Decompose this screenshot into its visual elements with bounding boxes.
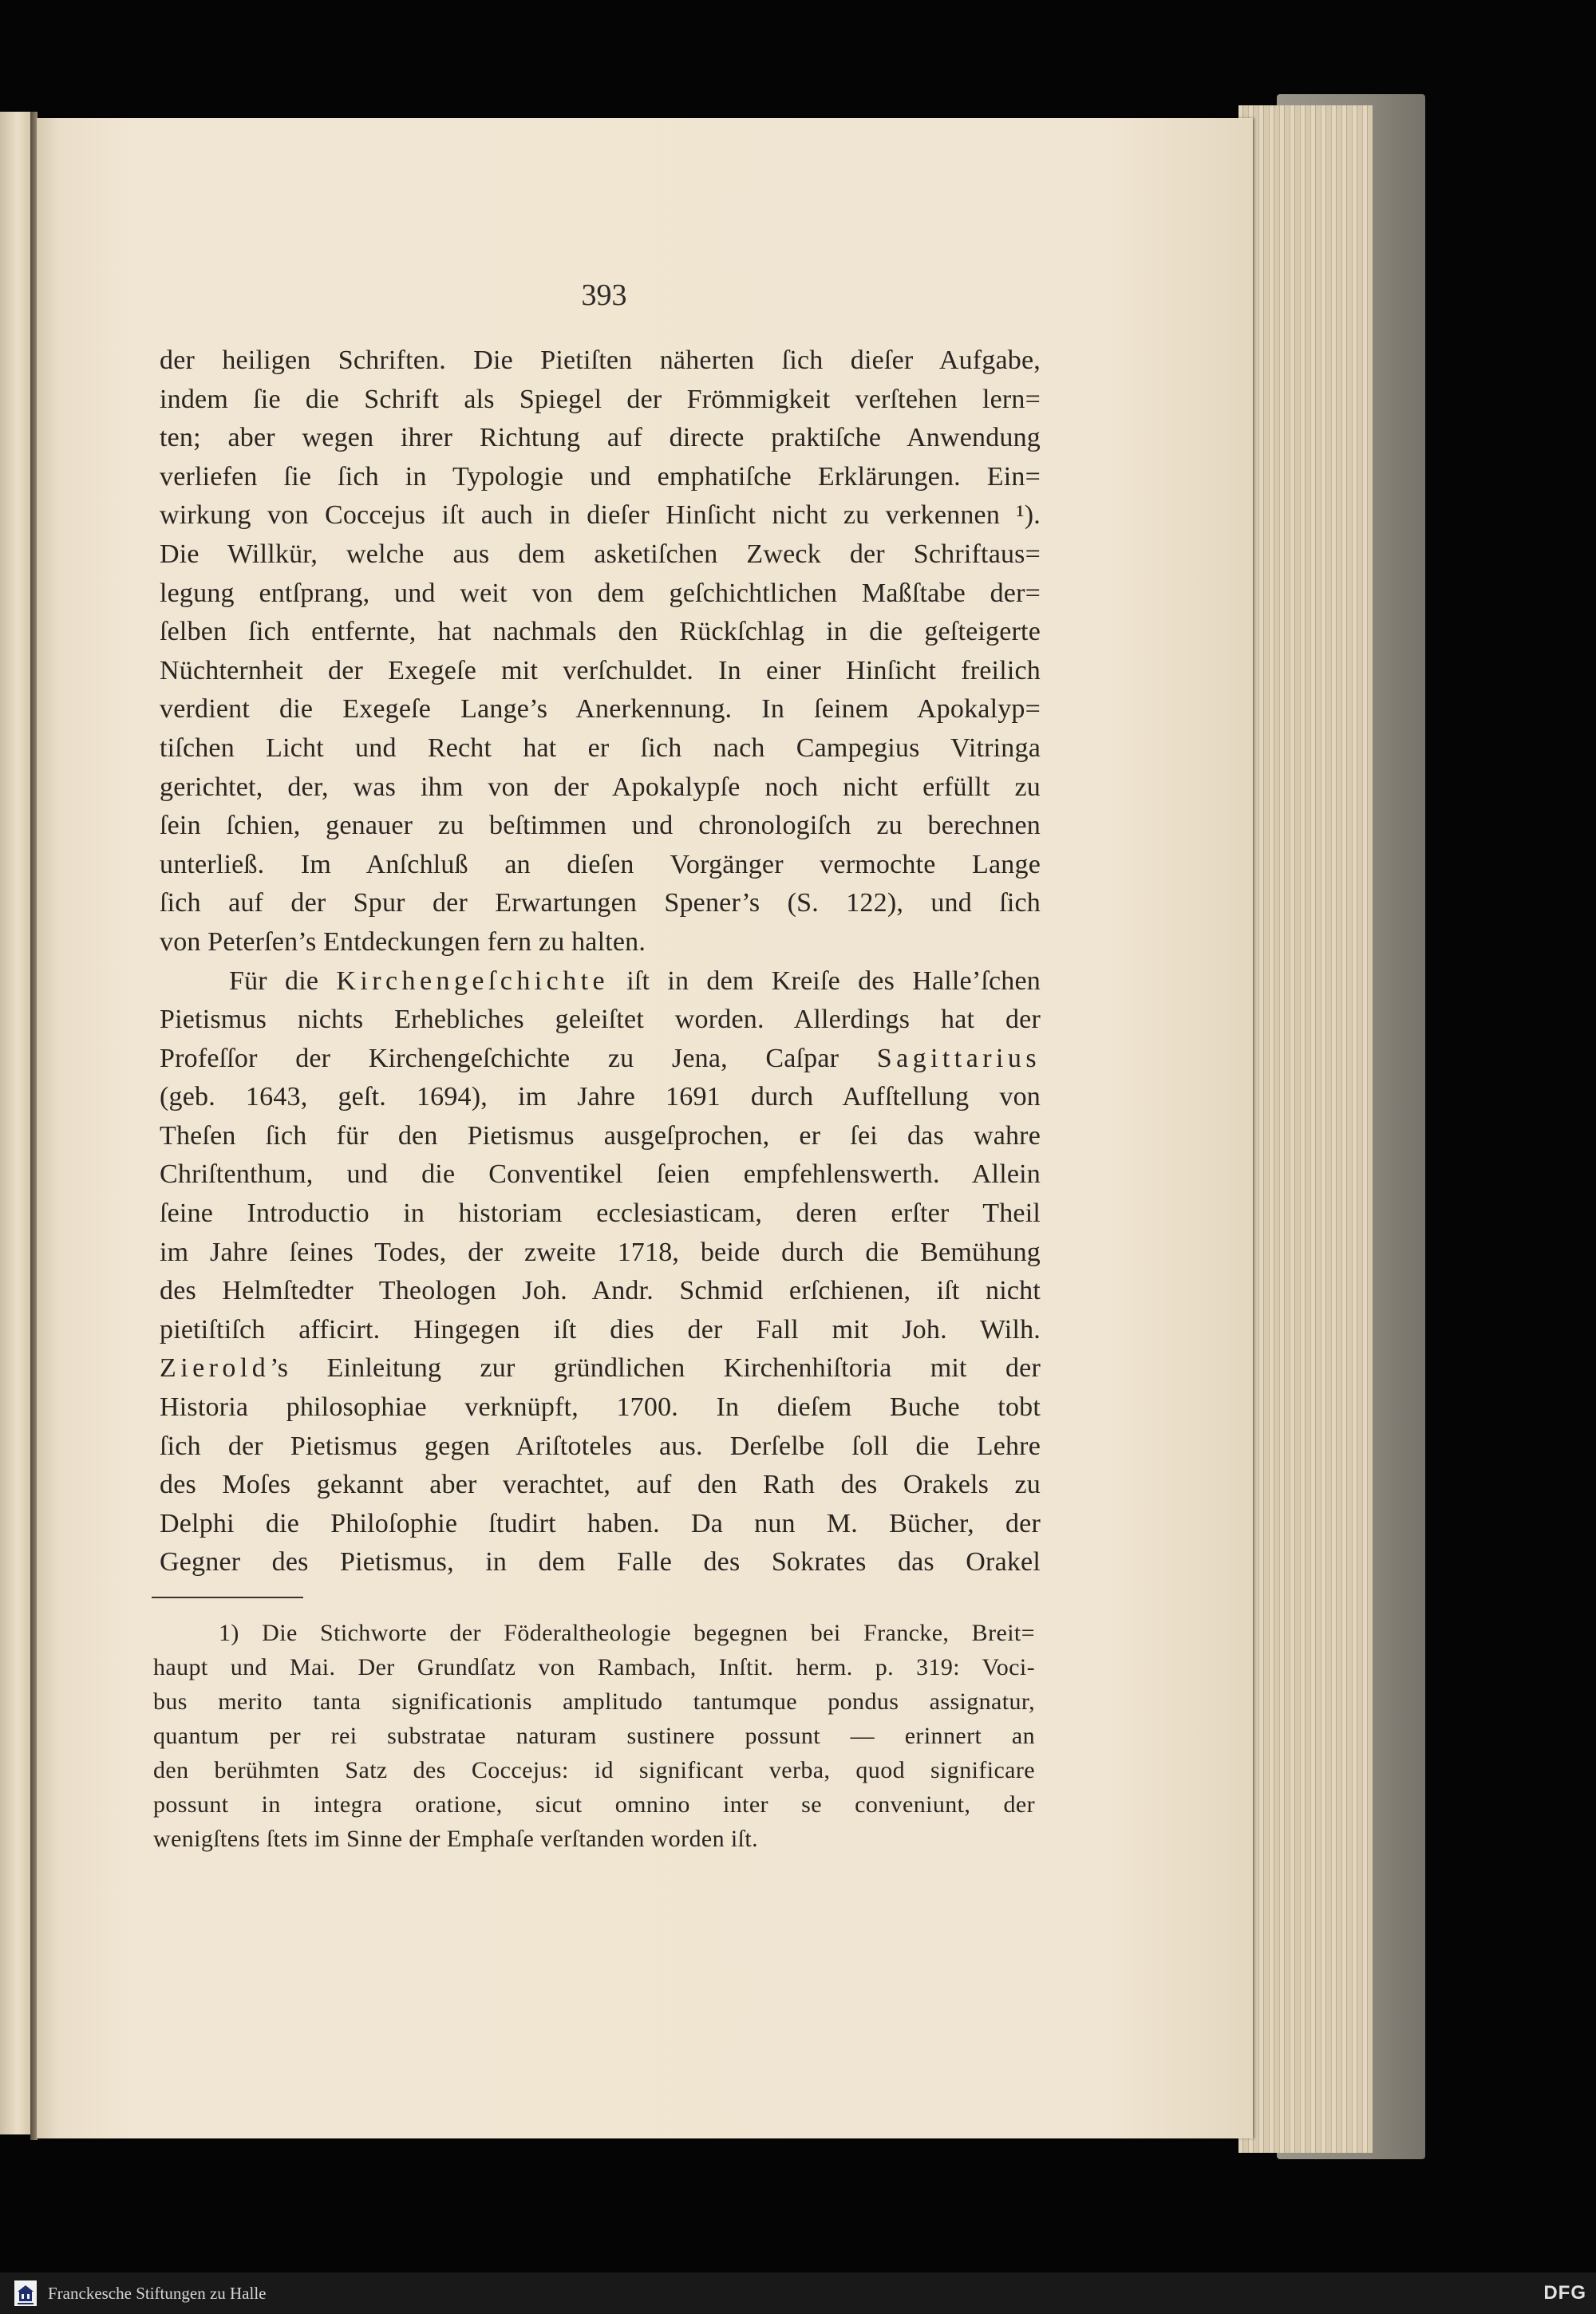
footnote-line: haupt und Mai. Der Grundſatz von Rambach, Inſtit. herm. p. 319: Voci- [153,1654,1035,1680]
institution-name: Franckesche Stiftungen zu Halle [48,2284,267,2303]
spaced-emphasis: Zierold [160,1353,271,1384]
footnote-line: quantum per rei substratae naturam sustinere possunt — erinnert an [153,1723,1035,1749]
text-line: im Jahre ſeines Todes, der zweite 1718, beide durch die Bemühung [160,1237,1041,1267]
footnote-line: bus merito tanta significationis amplitudo tantumque pondus assignatur, [153,1688,1035,1715]
paragraph [160,962,1041,1583]
footnote [153,1616,1035,1856]
text-line: Delphi die Philoſophie ſtudirt haben. Da nun M. Bücher, der [160,1508,1041,1538]
text-line: des Helmſtedter Theologen Joh. Andr. Schmid erſchienen, iſt nicht [160,1276,1041,1306]
text-line: gerichtet, der, was ihm von der Apokalypſe noch nicht erfüllt zu [160,772,1041,802]
text-line: ſein ſchien, genauer zu beſtimmen und chronologiſch zu berechnen [160,811,1041,841]
dfg-logo: DFG [1543,2282,1586,2304]
text-line: des Moſes gekannt aber verachtet, auf den Rath des Orakels zu [160,1470,1041,1500]
text-line: Historia philosophiae verknüpft, 1700. In dieſem Buche tobt [160,1392,1041,1423]
text-line: Chriſtenthum, und die Conventikel ſeien empfehlenswerth. Allein [160,1159,1041,1190]
text-line: ſeine Introductio in historiam ecclesiasticam, deren erſter Theil [160,1198,1041,1229]
text-run: Für die [229,965,337,996]
paragraph [160,342,1041,962]
main-text [160,342,1041,1582]
footnote-line: wenigſtens ſtets im Sinne der Emphaſe verſtanden worden iſt. [153,1826,758,1852]
institution-seal-icon [11,2279,40,2308]
text-line: wirkung von Coccejus iſt auch in dieſer Hinſicht nicht zu verkennen ¹). [160,500,1041,531]
text-line: Theſen ſich für den Pietismus ausgeſprochen, er ſei das wahre [160,1120,1041,1151]
page-edges-stack [1238,105,1373,2153]
text-line [160,962,1041,1001]
footnote-line: 1) Die Stichworte der Föderaltheologie begegnen bei Francke, Breit= [219,1620,1035,1646]
footnote-line: den berühmten Satz des Coccejus: id significant verba, quod significare [153,1757,1035,1783]
page-number: 393 [581,278,627,312]
footnote-separator [152,1597,303,1598]
spaced-emphasis: Kirchengeſchichte [336,965,610,996]
footnote-line: possunt in integra oratione, sicut omnino inter se conveniunt, der [153,1791,1035,1818]
text-line: von Peterſen’s Entdeckungen fern zu halten. [160,926,646,957]
text-line: legung entſprang, und weit von dem geſchichtlichen Maßſtabe der= [160,578,1041,608]
text-line: verdient die Exegeſe Lange’s Anerkennung. In ſeinem Apokalyp= [160,694,1041,725]
text-line: unterließ. Im Anſchluß an dieſen Vorgänger vermochte Lange [160,849,1041,879]
text-line: ſich auf der Spur der Erwartungen Spener’s (S. 122), und ſich [160,888,1041,918]
text-run: Profeſſor der Kirchengeſchichte zu Jena, Caſpar [160,1043,877,1073]
viewer-footer-bar [0,2273,1596,2314]
text-line: verliefen ſie ſich in Typologie und emphatiſche Erklärungen. Ein= [160,461,1041,492]
text-line: pietiſtiſch afficirt. Hingegen iſt dies der Fall mit Joh. Wilh. [160,1314,1041,1345]
text-run: iſt in dem Kreiſe des Halle’ſchen [609,965,1041,996]
text-line: ſich der Pietismus gegen Ariſtoteles aus. Derſelbe ſoll die Lehre [160,1431,1041,1461]
text-line: ten; aber wegen ihrer Richtung auf directe praktiſche Anwendung [160,423,1041,453]
text-line: (geb. 1643, geſt. 1694), im Jahre 1691 durch Aufſtellung von [160,1082,1041,1112]
text-line: Die Willkür, welche aus dem asketiſchen Zweck der Schriftaus= [160,539,1041,569]
text-line [160,1349,1041,1388]
text-line: tiſchen Licht und Recht hat er ſich nach Campegius Vitringa [160,733,1041,763]
text-line: der heiligen Schriften. Die Pietiſten näherten ſich dieſer Aufgabe, [160,346,1041,375]
text-line [160,1040,1041,1079]
text-line: ſelben ſich entfernte, hat nachmals den Rückſchlag in die geſteigerte [160,617,1041,647]
text-line: Pietismus nichts Erhebliches geleiſtet worden. Allerdings hat der [160,1005,1041,1035]
facing-page-edge [0,112,32,2134]
book-page [37,118,1253,2138]
spaced-emphasis: Sagittarius [876,1043,1041,1073]
text-line: Gegner des Pietismus, in dem Falle des Sokrates das Orakel [160,1547,1041,1578]
text-line: indem ſie die Schrift als Spiegel der Frömmigkeit verſtehen lern= [160,384,1041,414]
text-line: Nüchternheit der Exegeſe mit verſchuldet. In einer Hinſicht freilich [160,655,1041,685]
text-run: ’s Einleitung zur gründlichen Kirchenhiſtoria mit der [270,1353,1041,1384]
